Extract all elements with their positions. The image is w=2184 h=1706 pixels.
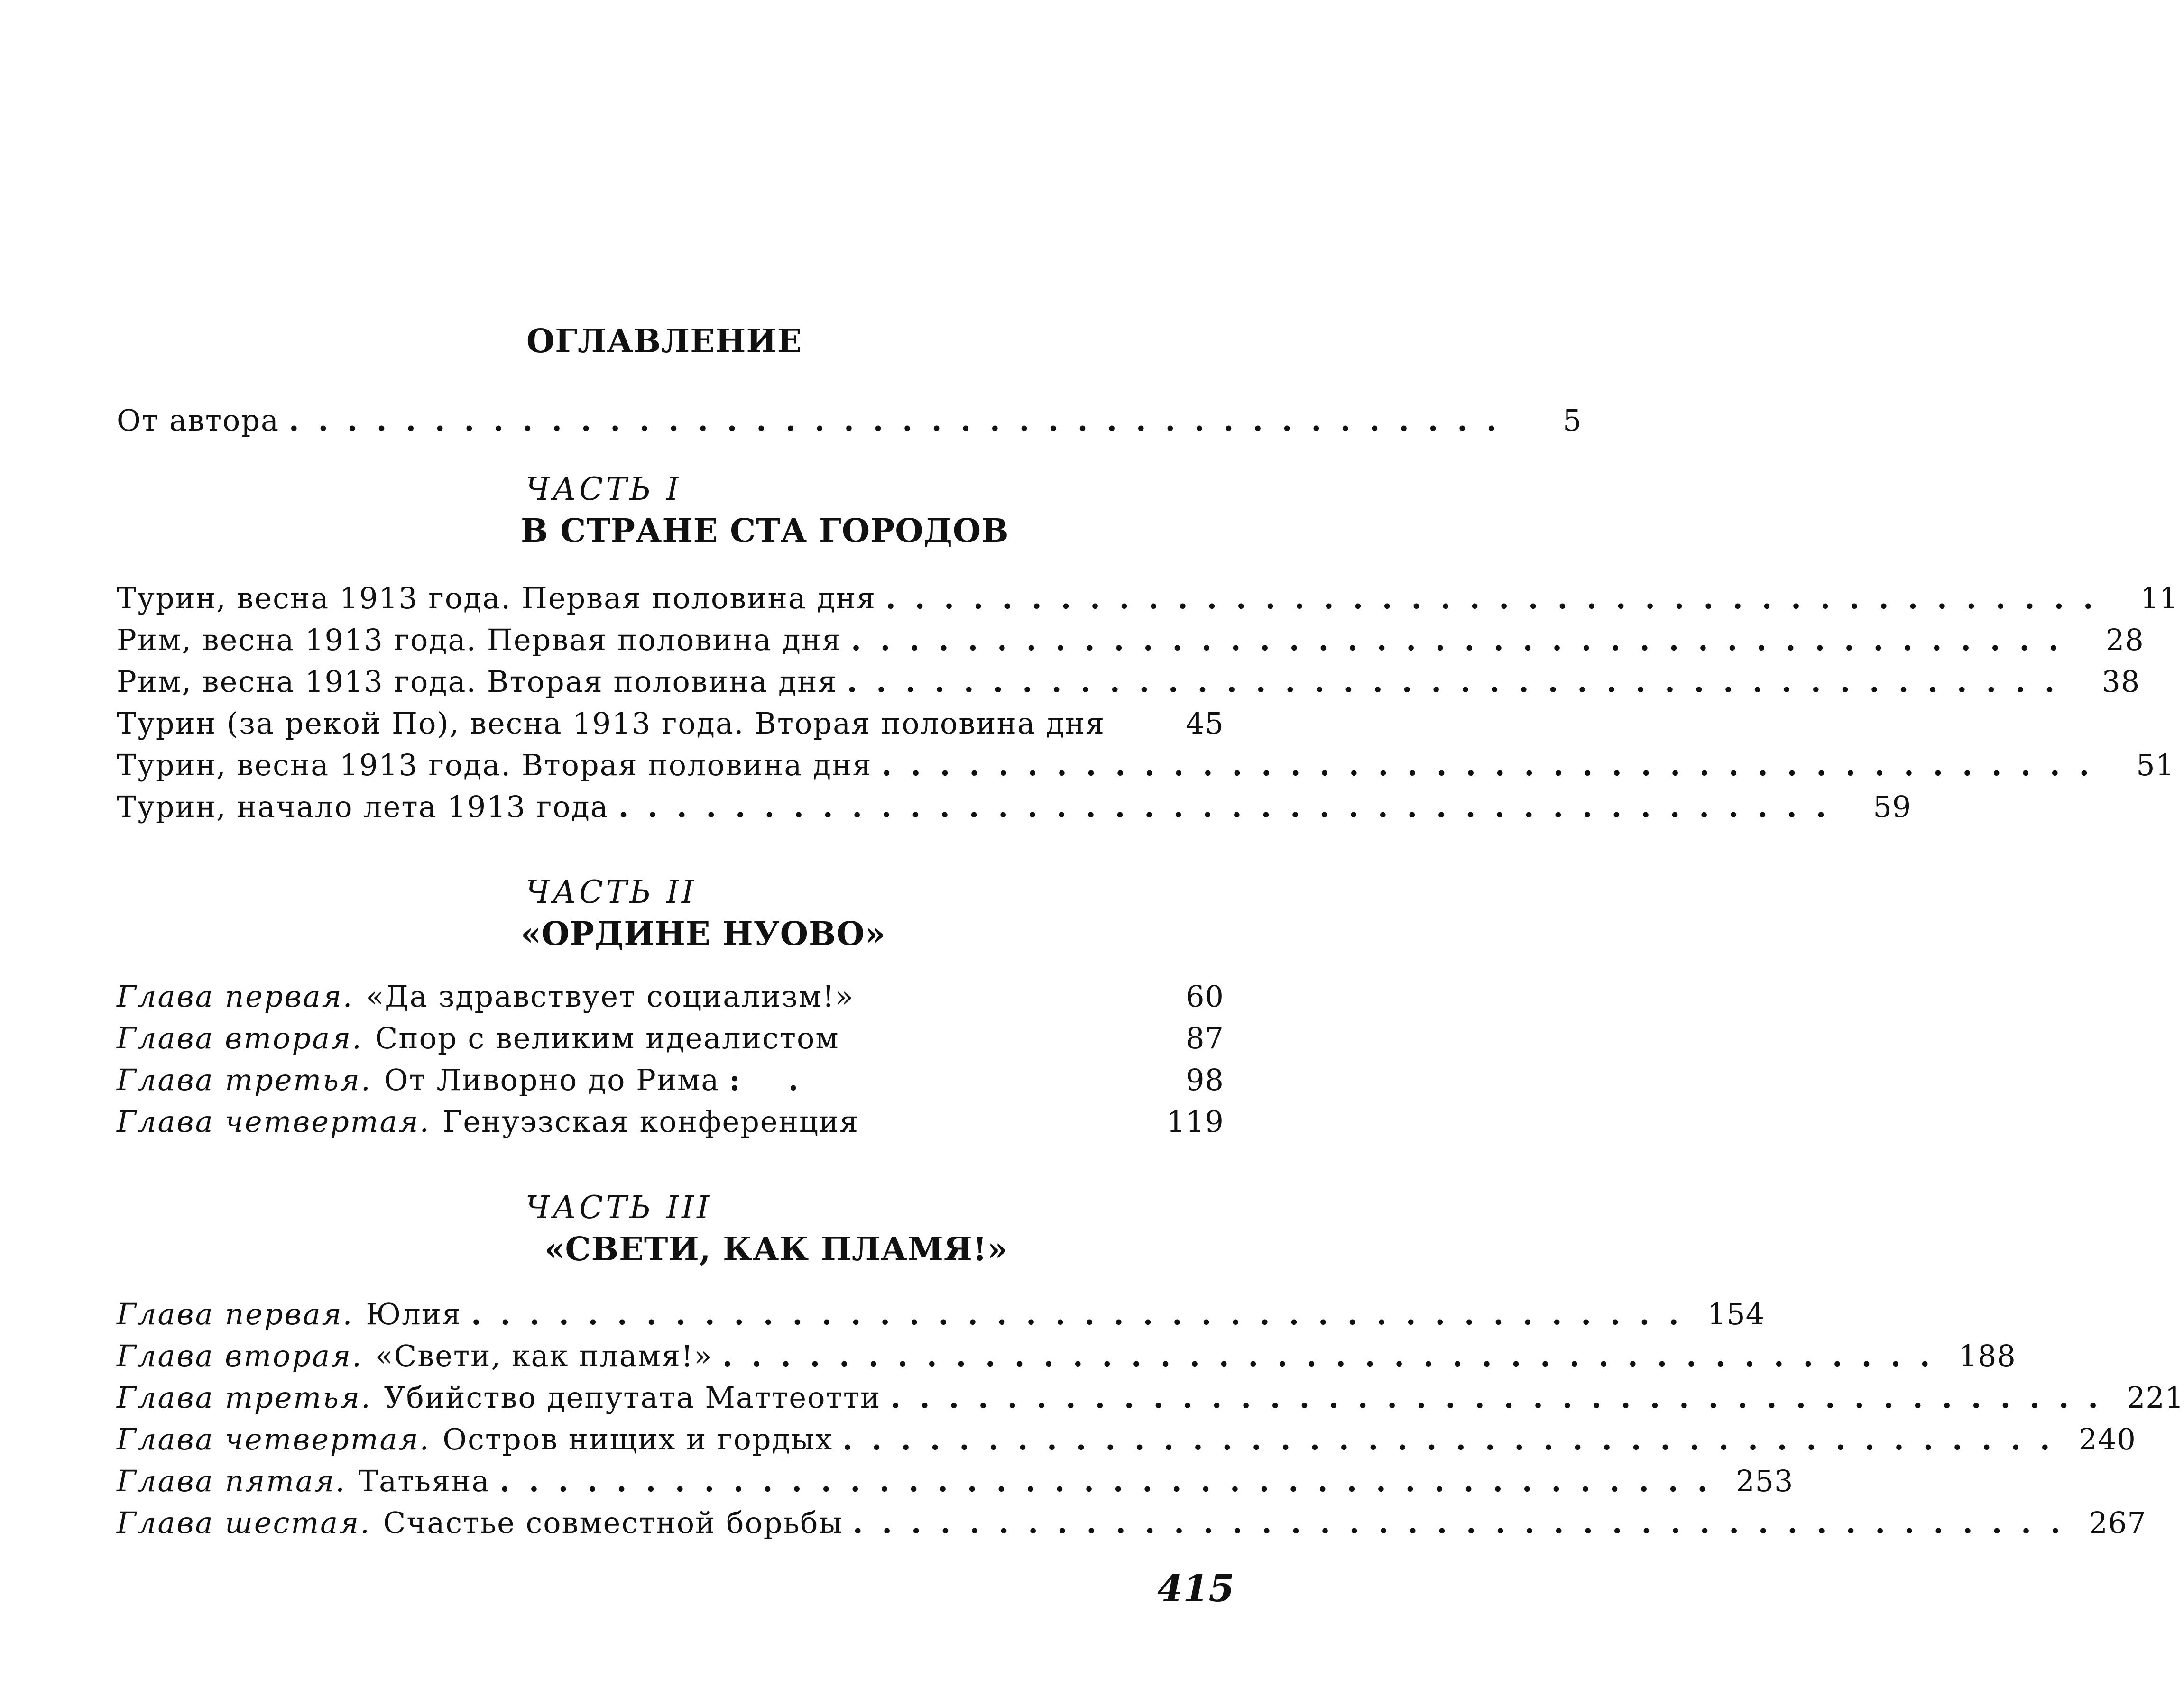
leader-dots: .......................................... bbox=[881, 748, 2109, 782]
entry-text: Турин (за рекой По), весна 1913 года. Вторая половина дня bbox=[117, 706, 1106, 741]
entry-page: 188 bbox=[1958, 1339, 2016, 1373]
part-heading: В СТРАНЕ СТА ГОРОДОВ bbox=[521, 512, 1009, 550]
leader-dots: .......................................... bbox=[851, 623, 2078, 657]
entry-text: Убийство депутата Маттеотти bbox=[384, 1380, 881, 1415]
chapter-label: Глава вторая. bbox=[117, 1339, 363, 1373]
leader-dots: .......................................... bbox=[842, 1422, 2069, 1457]
leader-dots: .......................................... bbox=[852, 1505, 2080, 1540]
entry-text: Турин, весна 1913 года. Вторая половина дня bbox=[117, 748, 872, 782]
part-label: ЧАСТЬ II bbox=[525, 874, 697, 910]
entry-text: Остров нищих и гордых bbox=[442, 1422, 833, 1457]
chapter-label: Глава четвертая. bbox=[117, 1422, 431, 1457]
entry-text: Рим, весна 1913 года. Вторая половина дня bbox=[117, 664, 838, 699]
chapter-label: Глава третья. bbox=[117, 1380, 372, 1415]
page-number: 415 bbox=[1157, 1567, 1235, 1610]
leader-dots: .......................................... bbox=[722, 1339, 1949, 1373]
leader-dots: .......................................... bbox=[471, 1297, 1698, 1331]
leader-dots: .......................................... bbox=[289, 403, 1516, 438]
entry-page: 28 bbox=[2105, 623, 2144, 657]
part-heading: «ОРДИНЕ НУОВО» bbox=[521, 915, 886, 953]
part-label: ЧАСТЬ I bbox=[525, 471, 682, 507]
entry-text: Рим, весна 1913 года. Первая половина дня bbox=[117, 623, 842, 657]
entry-page: 51 bbox=[2136, 748, 2175, 782]
toc-entry bbox=[117, 1104, 1224, 1142]
toc-entry bbox=[117, 789, 1912, 827]
toc-title: ОГЛАВЛЕНИЕ bbox=[526, 322, 802, 360]
toc-entry bbox=[117, 1297, 1765, 1335]
entry-text: От Ливорно до Рима bbox=[384, 1063, 720, 1097]
part-label: ЧАСТЬ III bbox=[525, 1189, 712, 1226]
chapter-label: Глава первая. bbox=[117, 979, 354, 1014]
entry-text: Спор с великим идеалистом bbox=[375, 1021, 839, 1055]
entry-page: 59 bbox=[1873, 789, 1912, 824]
chapter-label: Глава пятая. bbox=[117, 1464, 346, 1498]
leader-dots: .......................................... bbox=[890, 1380, 2117, 1415]
entry-page: 60 bbox=[1186, 979, 1224, 1014]
entry-page: 267 bbox=[2089, 1505, 2147, 1540]
toc-entry bbox=[117, 1021, 1224, 1059]
entry-page: 87 bbox=[1186, 1021, 1224, 1055]
leader-dots: .......................................... bbox=[885, 581, 2112, 615]
toc-entry bbox=[117, 706, 1224, 744]
entry-page: 5 bbox=[1563, 403, 1582, 438]
chapter-label: Глава четвертая. bbox=[117, 1104, 431, 1139]
entry-text: Генуэзская конференция bbox=[442, 1104, 859, 1139]
entry-page: 45 bbox=[1186, 706, 1224, 741]
entry-page: 38 bbox=[2101, 664, 2140, 699]
entry-text: Турин, начало лета 1913 года bbox=[117, 789, 609, 824]
toc-entry-preface bbox=[117, 403, 1582, 441]
entry-text: Татьяна bbox=[358, 1464, 490, 1498]
toc-entry bbox=[117, 623, 2144, 660]
entry-text: Юлия bbox=[366, 1297, 462, 1331]
entry-page: 240 bbox=[2078, 1422, 2136, 1457]
entry-page: 253 bbox=[1736, 1464, 1794, 1498]
leader-dots: : . bbox=[729, 1063, 818, 1097]
toc-entry bbox=[117, 1063, 1224, 1101]
chapter-label: Глава третья. bbox=[117, 1063, 372, 1097]
toc-entry bbox=[117, 1422, 2136, 1460]
entry-page: 221 bbox=[2126, 1380, 2184, 1415]
entry-page: 11 bbox=[2140, 581, 2179, 615]
entry-text: «Свети, как пламя!» bbox=[375, 1339, 713, 1373]
leader-dots: .......................................... bbox=[618, 789, 1845, 824]
toc-entry bbox=[117, 748, 2175, 786]
entry-page: 119 bbox=[1166, 1104, 1224, 1139]
toc-entry bbox=[117, 1380, 2184, 1418]
chapter-label: Глава вторая. bbox=[117, 1021, 363, 1055]
toc-entry bbox=[117, 581, 2179, 619]
entry-page: 98 bbox=[1186, 1063, 1224, 1097]
toc-entry bbox=[117, 1339, 2016, 1376]
toc-entry bbox=[117, 664, 2140, 702]
part-heading: «СВЕТИ, КАК ПЛАМЯ!» bbox=[544, 1230, 1008, 1268]
entry-text: «Да здравствует социализм!» bbox=[366, 979, 854, 1014]
entry-page: 154 bbox=[1707, 1297, 1765, 1331]
leader-dots: .......................................... bbox=[499, 1464, 1727, 1498]
toc-entry bbox=[117, 1505, 2147, 1543]
entry-text: От автора bbox=[117, 403, 279, 438]
leader-dots: .......................................... bbox=[847, 664, 2074, 699]
entry-text: Счастье совместной борьбы bbox=[383, 1505, 843, 1540]
toc-entry bbox=[117, 1464, 1794, 1502]
toc-entry bbox=[117, 979, 1224, 1017]
chapter-label: Глава шестая. bbox=[117, 1505, 371, 1540]
chapter-label: Глава первая. bbox=[117, 1297, 354, 1331]
entry-text: Турин, весна 1913 года. Первая половина дня bbox=[117, 581, 876, 615]
